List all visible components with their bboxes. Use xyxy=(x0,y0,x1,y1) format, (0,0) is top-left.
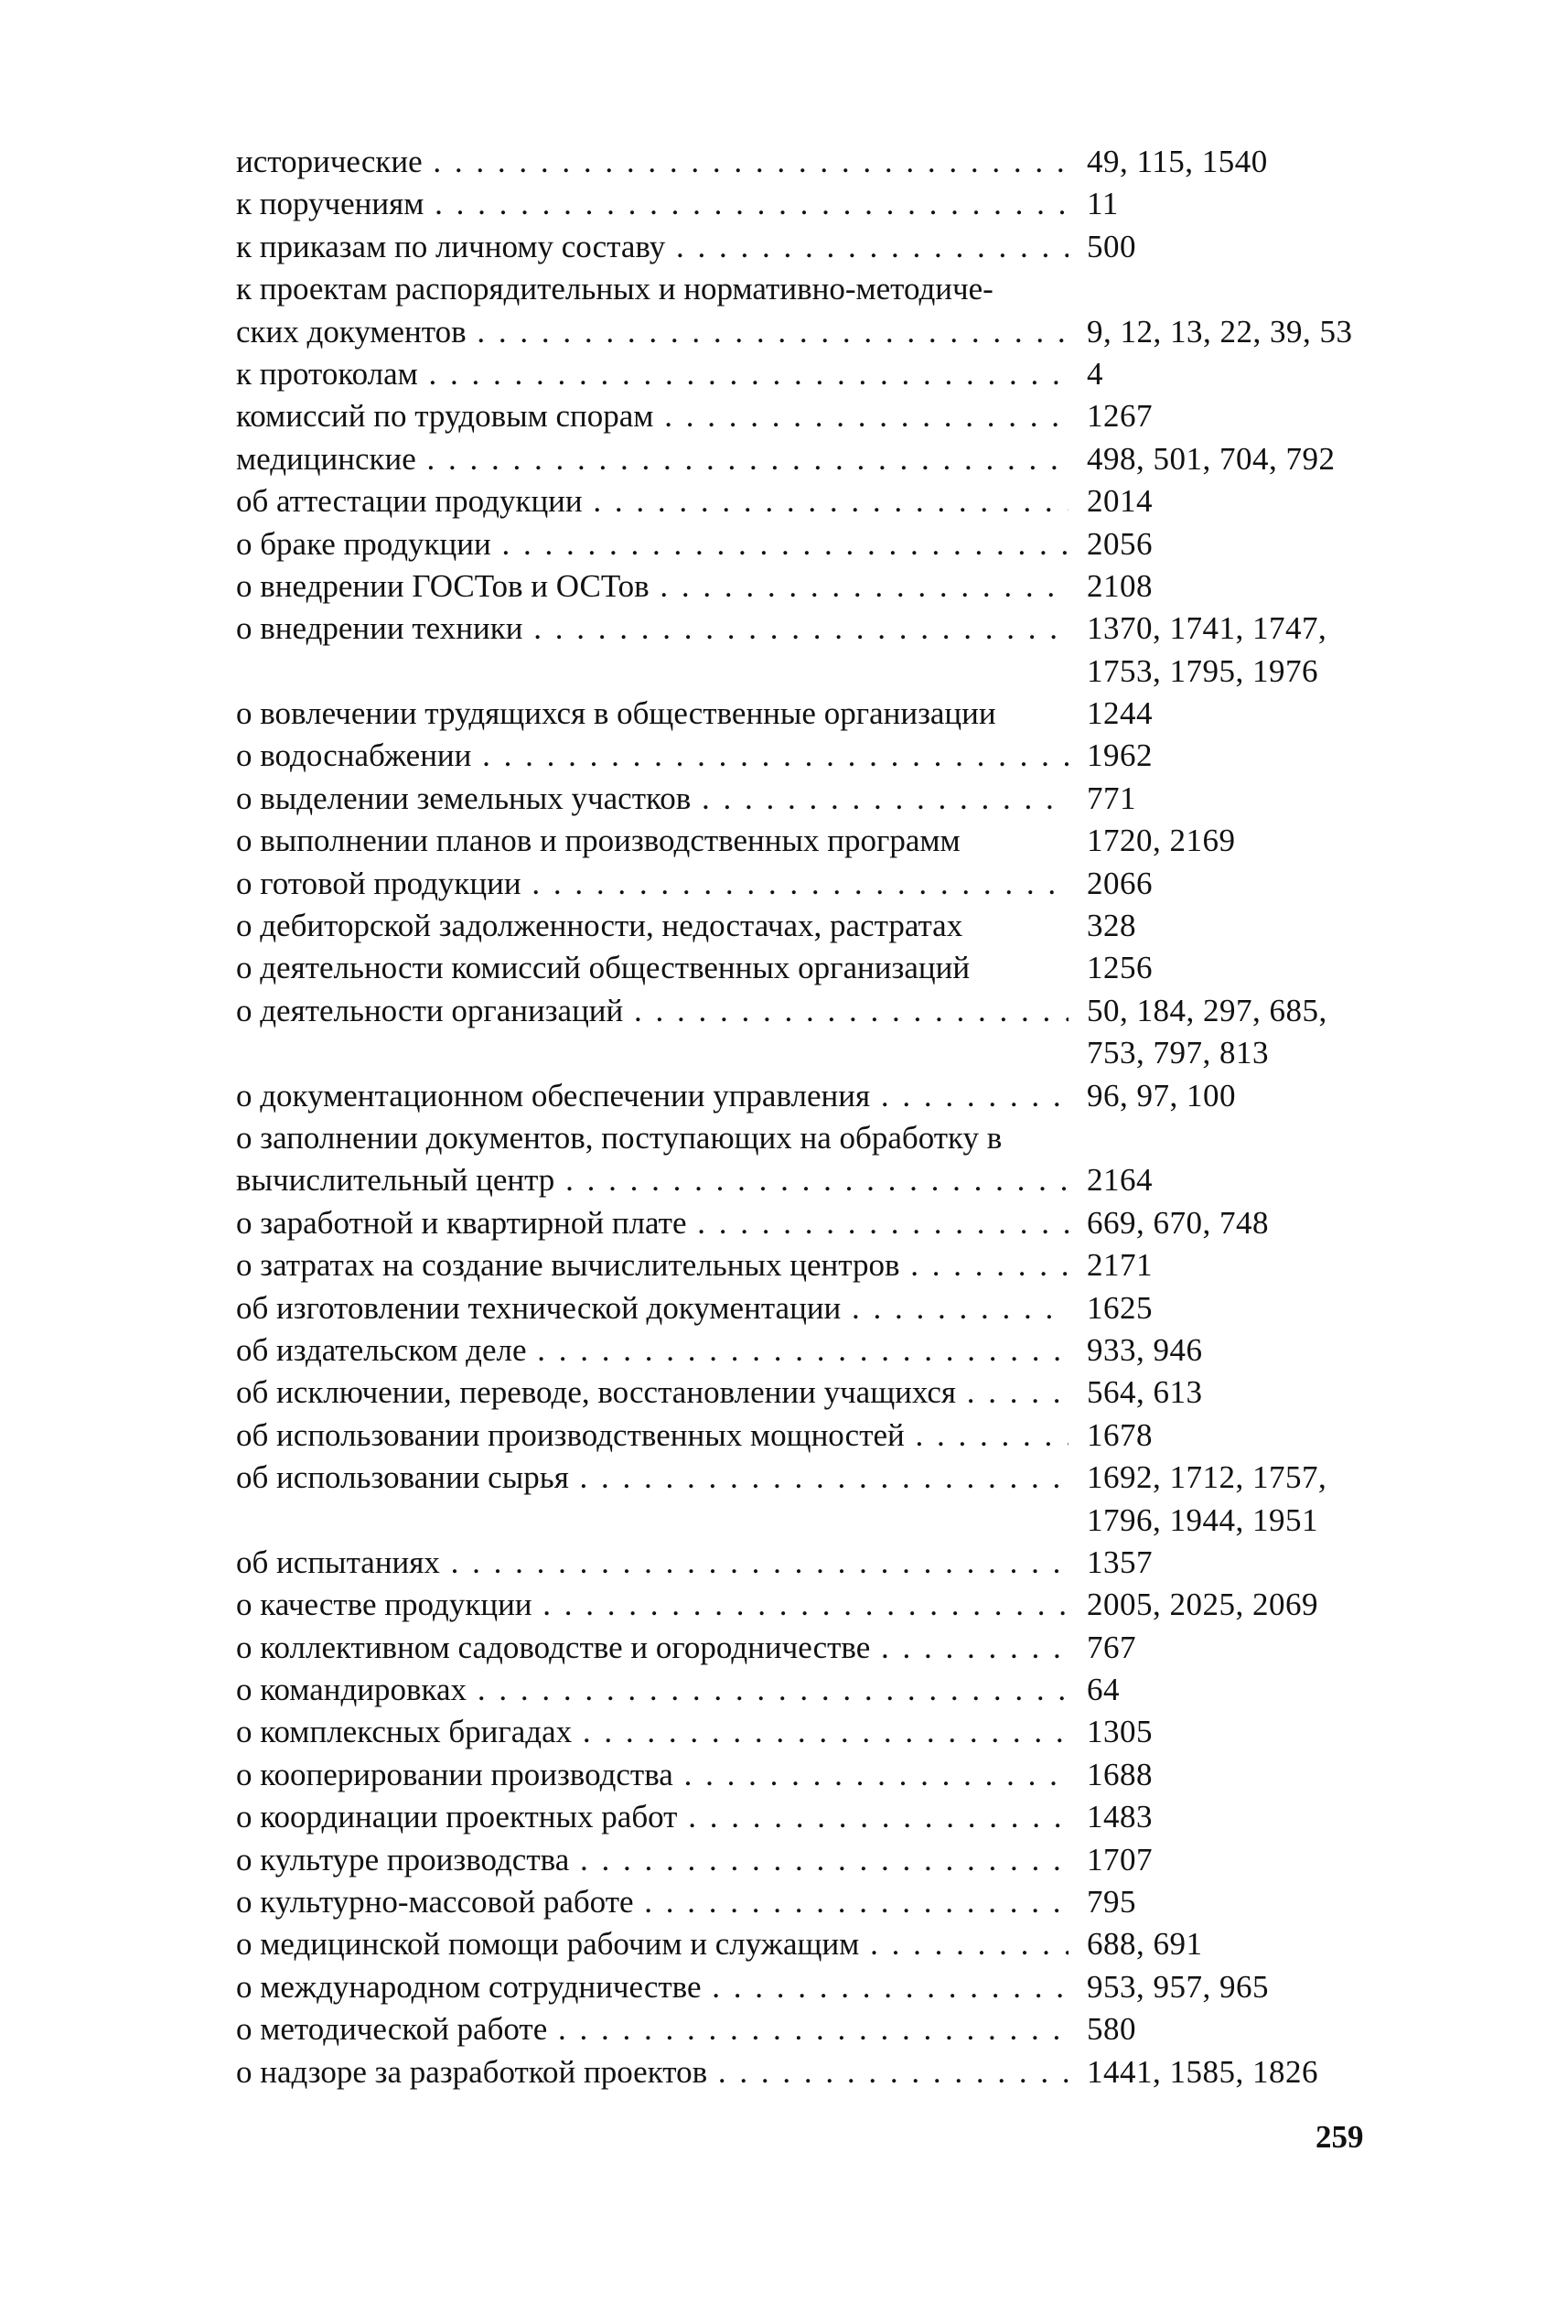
entry-term: к проектам распорядительных и нормативно-методиче- xyxy=(236,271,993,307)
index-entry-line xyxy=(236,1839,1380,1881)
entry-pages: 50, 184, 297, 685, xyxy=(1087,992,1327,1028)
index-entry xyxy=(236,863,1380,905)
index-entry xyxy=(236,1117,1380,1202)
entry-pages: 64 xyxy=(1087,1672,1120,1708)
index-entry-line xyxy=(236,693,1380,735)
entry-pages: 953, 957, 965 xyxy=(1087,1968,1269,2005)
entry-term: о выполнении планов и производственных программ xyxy=(236,823,961,859)
entry-term: об издательском деле . . . xyxy=(236,1329,1069,1372)
index-entry xyxy=(236,1627,1380,1669)
entry-pages: 1688 xyxy=(1087,1756,1153,1792)
index-entry-line xyxy=(236,1542,1380,1584)
index-entry-line xyxy=(236,480,1380,522)
index-entry-line xyxy=(236,1159,1380,1201)
entry-term: о вовлечении трудящихся в общественные организации xyxy=(236,695,996,732)
entry-term: о деятельности организаций . . . xyxy=(236,990,1069,1032)
entry-pages: 1441, 1585, 1826 xyxy=(1087,2053,1318,2090)
entry-term: о браке продукции . . . xyxy=(236,523,1069,565)
index-entry-line xyxy=(236,1372,1380,1414)
index-entry-line xyxy=(236,1457,1380,1499)
entry-term: о комплексных бригадах . . . xyxy=(236,1711,1069,1753)
index-entry xyxy=(236,1754,1380,1796)
entry-pages: 2164 xyxy=(1087,1162,1153,1199)
index-list xyxy=(236,141,1380,2093)
index-entry-line xyxy=(236,735,1380,777)
entry-term: о внедрении техники . . . xyxy=(236,608,1069,650)
index-entry-line xyxy=(236,1032,1380,1074)
entry-term: об испытаниях . . . xyxy=(236,1542,1069,1584)
index-entry xyxy=(236,2008,1380,2050)
index-entry-line xyxy=(236,1202,1380,1244)
index-entry xyxy=(236,183,1380,225)
entry-pages: 498, 501, 704, 792 xyxy=(1087,440,1336,477)
index-entry xyxy=(236,1796,1380,1838)
index-entry-line xyxy=(236,2008,1380,2050)
index-entry-line xyxy=(236,183,1380,225)
index-entry-line xyxy=(236,353,1380,395)
index-entry-line xyxy=(236,608,1380,650)
entry-term: о выделении земельных участков . . . xyxy=(236,778,1069,820)
index-entry-line xyxy=(236,990,1380,1032)
index-entry-line xyxy=(236,1881,1380,1923)
index-entry-line xyxy=(236,947,1380,989)
entry-pages: 1796, 1944, 1951 xyxy=(1087,1501,1318,1538)
index-entry xyxy=(236,820,1380,862)
entry-term: о культуре производства . . . xyxy=(236,1839,1069,1881)
entry-pages: 771 xyxy=(1087,780,1136,816)
index-entry xyxy=(236,1202,1380,1244)
index-entry xyxy=(236,1881,1380,1923)
index-entry xyxy=(236,1287,1380,1329)
entry-term: исторические . . . xyxy=(236,141,1069,183)
entry-term: об изготовлении технической документации . . . xyxy=(236,1287,1069,1329)
index-entry-line xyxy=(236,311,1380,353)
index-entry-line xyxy=(236,1415,1380,1457)
entry-term: ских документов . . . xyxy=(236,311,1069,353)
index-entry xyxy=(236,353,1380,395)
entry-pages: 49, 115, 1540 xyxy=(1087,144,1268,179)
index-entry-line xyxy=(236,1287,1380,1329)
index-entry-line xyxy=(236,1627,1380,1669)
index-entry xyxy=(236,438,1380,480)
entry-term: к протоколам . . . xyxy=(236,353,1069,395)
entry-pages: 564, 613 xyxy=(1087,1374,1203,1411)
index-entry-line xyxy=(236,1669,1380,1711)
entry-term: о медицинской помощи рабочим и служащим . . . xyxy=(236,1923,1069,1965)
entry-term: о заработной и квартирной плате . . . xyxy=(236,1202,1069,1244)
index-entry xyxy=(236,608,1380,693)
entry-pages: 500 xyxy=(1087,228,1136,264)
index-entry xyxy=(236,1542,1380,1584)
entry-pages: 1707 xyxy=(1087,1841,1153,1877)
index-entry-line xyxy=(236,1117,1380,1159)
entry-term: об аттестации продукции . . . xyxy=(236,480,1069,522)
entry-pages: 933, 946 xyxy=(1087,1331,1203,1368)
index-entry xyxy=(236,1584,1380,1626)
index-entry-line xyxy=(236,863,1380,905)
index-entry-line xyxy=(236,226,1380,268)
index-entry xyxy=(236,778,1380,820)
index-entry xyxy=(236,1415,1380,1457)
index-entry xyxy=(236,565,1380,608)
entry-pages: 1753, 1795, 1976 xyxy=(1087,652,1318,689)
index-entry-line xyxy=(236,1966,1380,2008)
entry-pages: 753, 797, 813 xyxy=(1087,1035,1269,1071)
index-entry-line xyxy=(236,141,1380,183)
index-entry-line xyxy=(236,1923,1380,1965)
entry-pages: 11 xyxy=(1087,186,1119,222)
entry-pages: 1625 xyxy=(1087,1289,1153,1326)
index-entry xyxy=(236,1966,1380,2008)
entry-pages: 767 xyxy=(1087,1629,1136,1665)
index-entry xyxy=(236,1839,1380,1881)
index-entry-line xyxy=(236,523,1380,565)
index-entry-line xyxy=(236,1244,1380,1286)
entry-pages: 1370, 1741, 1747, xyxy=(1087,610,1327,647)
entry-pages: 1256 xyxy=(1087,950,1153,986)
index-entry xyxy=(236,947,1380,989)
index-entry xyxy=(236,226,1380,268)
entry-term: о документационном обеспечении управления . . . xyxy=(236,1075,1069,1117)
entry-pages: 669, 670, 748 xyxy=(1087,1204,1269,1241)
index-entry-line xyxy=(236,1711,1380,1753)
index-entry xyxy=(236,1244,1380,1286)
index-entry xyxy=(236,1372,1380,1414)
entry-term: о кооперировании производства . . . xyxy=(236,1754,1069,1796)
entry-pages: 328 xyxy=(1087,908,1136,944)
index-entry xyxy=(236,523,1380,565)
index-entry-line xyxy=(236,2051,1380,2093)
entry-term: о качестве продукции . . . xyxy=(236,1584,1069,1626)
index-entry xyxy=(236,1457,1380,1542)
entry-pages: 1357 xyxy=(1087,1544,1153,1580)
entry-term: о коллективном садоводстве и огородничестве . . . xyxy=(236,1627,1069,1669)
index-entry-line xyxy=(236,905,1380,947)
entry-pages: 4 xyxy=(1087,355,1103,392)
index-entry-line xyxy=(236,565,1380,608)
entry-pages: 2066 xyxy=(1087,865,1153,901)
index-entry xyxy=(236,1075,1380,1117)
index-entry-line xyxy=(236,438,1380,480)
entry-term: о внедрении ГОСТов и ОСТов . . . xyxy=(236,565,1069,608)
index-entry xyxy=(236,1669,1380,1711)
index-entry xyxy=(236,1329,1380,1372)
entry-term: о затратах на создание вычислительных центров . . . xyxy=(236,1244,1069,1286)
entry-term: о готовой продукции . . . xyxy=(236,863,1069,905)
entry-term: об исключении, переводе, восстановлении учащихся . . . xyxy=(236,1372,1069,1414)
index-entry xyxy=(236,480,1380,522)
index-entry-line xyxy=(236,651,1380,693)
entry-term: о командировках . . . xyxy=(236,1669,1069,1711)
entry-pages: 2171 xyxy=(1087,1247,1153,1284)
entry-term: к поручениям . . . xyxy=(236,183,1069,225)
entry-term: вычислительный центр . . . xyxy=(236,1159,1069,1201)
entry-pages: 795 xyxy=(1087,1884,1136,1921)
entry-term: о методической работе . . . xyxy=(236,2008,1069,2050)
index-entry-line xyxy=(236,1500,1380,1542)
index-entry xyxy=(236,1923,1380,1965)
entry-term: о международном сотрудничестве . . . xyxy=(236,1966,1069,2008)
index-entry xyxy=(236,905,1380,947)
entry-pages: 1678 xyxy=(1087,1416,1153,1453)
entry-term: комиссий по трудовым спорам . . . xyxy=(236,395,1069,437)
entry-term: о заполнении документов, поступающих на обработку в xyxy=(236,1119,1003,1156)
index-entry xyxy=(236,395,1380,437)
entry-pages: 1305 xyxy=(1087,1714,1153,1750)
index-entry-line xyxy=(236,395,1380,437)
entry-term: к приказам по личному составу . . . xyxy=(236,226,1069,268)
index-entry xyxy=(236,693,1380,735)
entry-pages: 1720, 2169 xyxy=(1087,823,1236,859)
entry-term: о культурно-массовой работе . . . xyxy=(236,1881,1069,1923)
index-entry-line xyxy=(236,820,1380,862)
entry-term: о деятельности комиссий общественных организаций xyxy=(236,950,971,986)
index-entry-line xyxy=(236,268,1380,310)
entry-pages: 9, 12, 13, 22, 39, 53 xyxy=(1087,313,1353,350)
entry-pages: 2056 xyxy=(1087,525,1153,562)
index-entry xyxy=(236,141,1380,183)
entry-pages: 580 xyxy=(1087,2011,1136,2048)
index-entry xyxy=(236,1711,1380,1753)
index-entry-line xyxy=(236,1754,1380,1796)
index-entry xyxy=(236,268,1380,353)
index-entry xyxy=(236,2051,1380,2093)
entry-pages: 2108 xyxy=(1087,567,1153,604)
entry-pages: 96, 97, 100 xyxy=(1087,1077,1236,1114)
entry-term: о дебиторской задолженности, недостачах, растратах xyxy=(236,908,963,944)
entry-pages: 1267 xyxy=(1087,398,1153,435)
entry-pages: 2014 xyxy=(1087,483,1153,520)
entry-term: об использовании производственных мощностей . . . xyxy=(236,1415,1069,1457)
entry-pages: 688, 691 xyxy=(1087,1926,1203,1963)
entry-term: о водоснабжении . . . xyxy=(236,735,1069,777)
entry-pages: 1244 xyxy=(1087,695,1153,732)
index-entry-line xyxy=(236,1329,1380,1372)
entry-pages: 1483 xyxy=(1087,1799,1153,1835)
entry-pages: 1962 xyxy=(1087,737,1153,774)
entry-term: об использовании сырья . . . xyxy=(236,1457,1069,1499)
entry-pages: 1692, 1712, 1757, xyxy=(1087,1459,1327,1496)
index-entry xyxy=(236,735,1380,777)
index-entry xyxy=(236,990,1380,1075)
entry-term: о координации проектных работ . . . xyxy=(236,1796,1069,1838)
entry-term: о надзоре за разработкой проектов . . . xyxy=(236,2051,1069,2093)
index-entry-line xyxy=(236,778,1380,820)
index-entry-line xyxy=(236,1584,1380,1626)
index-entry-line xyxy=(236,1075,1380,1117)
page-number: 259 xyxy=(1316,2119,1364,2155)
index-entry-line xyxy=(236,1796,1380,1838)
entry-term: медицинские . . . xyxy=(236,438,1069,480)
entry-pages: 2005, 2025, 2069 xyxy=(1087,1587,1318,1623)
